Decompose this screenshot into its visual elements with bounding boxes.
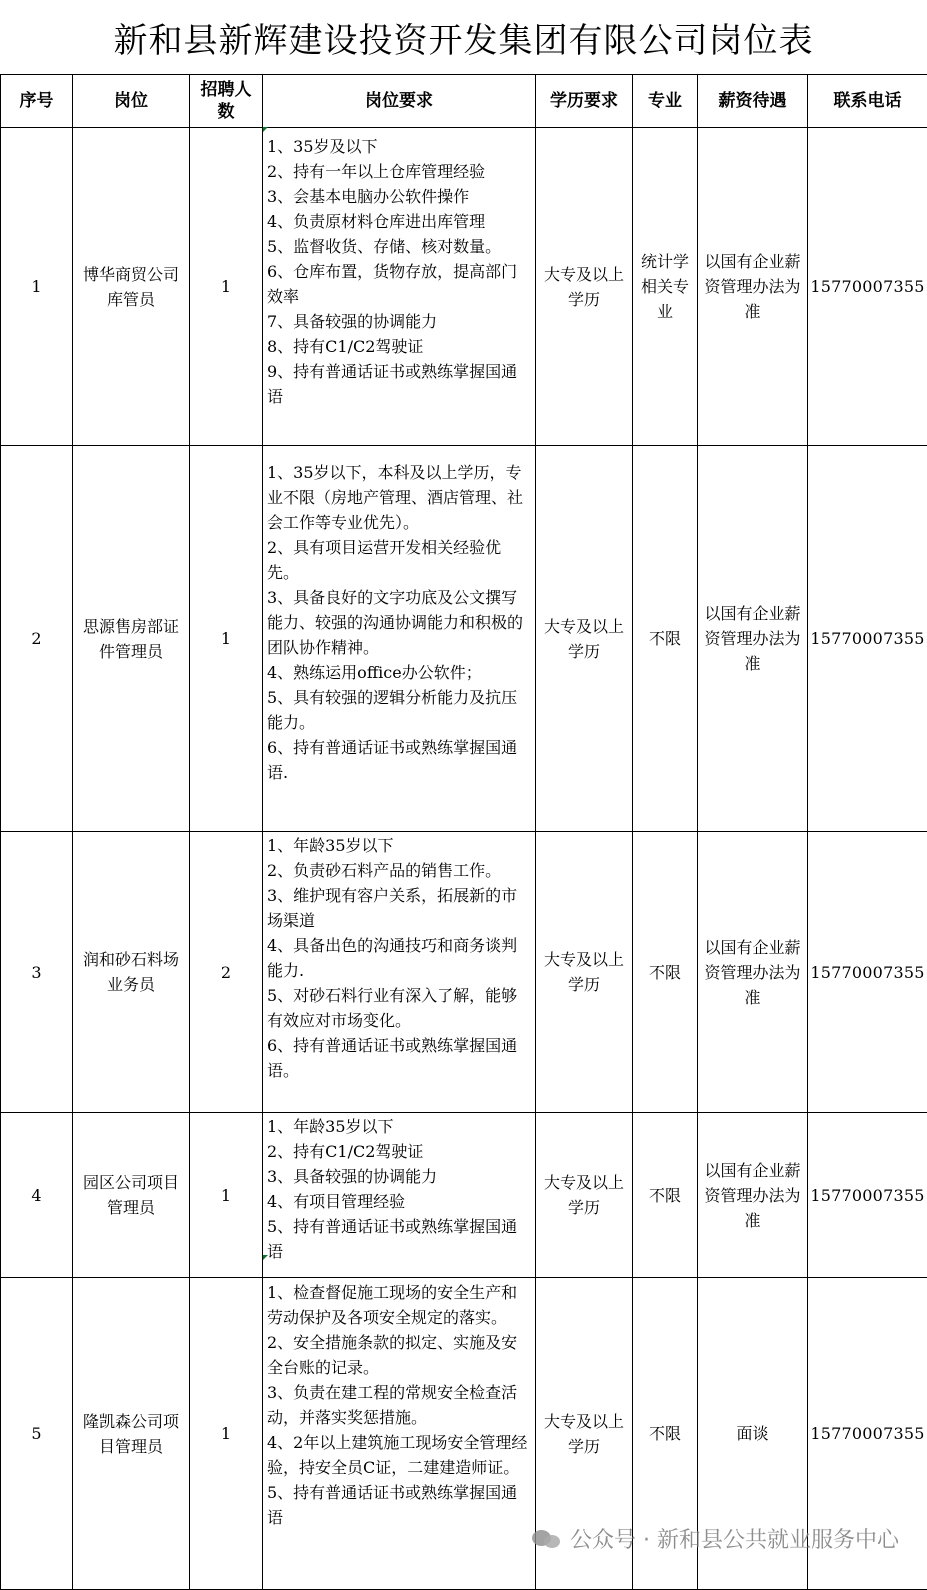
cell-count: 2 [190,832,263,1113]
requirement-line: 1、35岁及以下 [267,134,533,159]
requirement-line: 2、负责砂石料产品的销售工作。 [267,858,533,883]
cell-requirements [263,832,536,1113]
requirement-line: 4、有项目管理经验 [267,1189,533,1214]
requirement-line: 9、持有普通话证书或熟练掌握国通语 [267,359,533,409]
requirement-line: 2、具有项目运营开发相关经验优先。 [267,535,533,585]
cell-seq: 1 [1,128,73,446]
cell-phone: 15770007355 [808,1278,927,1590]
cell-phone: 15770007355 [808,128,927,446]
requirement-line: 3、具备良好的文字功底及公文撰写能力、较强的沟通协调能力和积极的团队协作精神。 [267,585,533,660]
cell-position: 园区公司项目管理员 [73,1113,190,1278]
positions-table [0,74,927,1590]
requirement-line: 1、年龄35岁以下 [267,1114,533,1139]
cell-position: 思源售房部证件管理员 [73,446,190,832]
header-count-line2: 数 [218,102,235,122]
cell-comment-marker [263,127,268,132]
cell-position: 隆凯森公司项目管理员 [73,1278,190,1590]
table-row [1,1113,927,1278]
cell-requirements [263,1278,536,1590]
header-seq: 序号 [1,75,73,128]
cell-count: 1 [190,446,263,832]
cell-salary: 面谈 [698,1278,808,1590]
cell-seq: 2 [1,446,73,832]
cell-education: 大专及以上学历 [536,832,633,1113]
cell-count: 1 [190,1278,263,1590]
table-row [1,128,927,446]
table-row [1,832,927,1113]
requirement-line: 7、具备较强的协调能力 [267,309,533,334]
requirement-line: 3、负责在建工程的常规安全检查活动，并落实奖惩措施。 [267,1380,533,1430]
cell-requirements [263,446,536,832]
requirement-line: 6、持有普通话证书或熟练掌握国通语。 [267,1033,533,1083]
cell-salary: 以国有企业薪资管理办法为准 [698,832,808,1113]
cell-major: 不限 [633,832,698,1113]
cell-phone: 15770007355 [808,832,927,1113]
cell-requirements [263,1113,536,1278]
requirement-line: 3、维护现有容户关系，拓展新的市场渠道 [267,883,533,933]
requirement-line: 5、具有较强的逻辑分析能力及抗压能力。 [267,685,533,735]
cell-phone: 15770007355 [808,1113,927,1278]
cell-salary: 以国有企业薪资管理办法为准 [698,446,808,832]
cell-requirements [263,128,536,446]
cell-position: 博华商贸公司库管员 [73,128,190,446]
requirement-line: 2、安全措施条款的拟定、实施及安全台账的记录。 [267,1330,533,1380]
header-major: 专业 [633,75,698,128]
requirement-line: 2、持有一年以上仓库管理经验 [267,159,533,184]
cell-count: 1 [190,128,263,446]
watermark-text: 公众号 · 新和县公共就业服务中心 [570,1523,899,1554]
cell-salary: 以国有企业薪资管理办法为准 [698,128,808,446]
cell-education: 大专及以上学历 [536,128,633,446]
cell-major: 不限 [633,1113,698,1278]
header-count [190,75,263,128]
requirement-line: 8、持有C1/C2驾驶证 [267,334,533,359]
requirement-line: 5、监督收货、存储、核对数量。 [267,234,533,259]
cell-major: 不限 [633,446,698,832]
cell-education: 大专及以上学历 [536,446,633,832]
header-position: 岗位 [73,75,190,128]
requirement-line: 6、仓库布置，货物存放，提高部门效率 [267,259,533,309]
header-count-line1: 招聘人 [201,80,252,100]
cell-seq: 3 [1,832,73,1113]
requirement-line: 1、35岁以下，本科及以上学历，专业不限（房地产管理、酒店管理、社会工作等专业优先）。 [267,460,533,535]
wechat-icon [532,1528,562,1550]
cell-seq: 5 [1,1278,73,1590]
requirement-line: 4、具备出色的沟通技巧和商务谈判能力. [267,933,533,983]
header-salary: 薪资待遇 [698,75,808,128]
cell-comment-marker [263,1255,268,1260]
header-requirements: 岗位要求 [263,75,536,128]
cell-phone: 15770007355 [808,446,927,832]
requirement-line: 4、负责原材料仓库进出库管理 [267,209,533,234]
cell-salary: 以国有企业薪资管理办法为准 [698,1113,808,1278]
cell-major: 不限 [633,1278,698,1590]
requirement-line: 1、检查督促施工现场的安全生产和劳动保护及各项安全规定的落实。 [267,1280,533,1330]
requirement-line: 5、对砂石料行业有深入了解，能够有效应对市场变化。 [267,983,533,1033]
requirement-line: 6、持有普通话证书或熟练掌握国通语. [267,735,533,785]
requirement-line: 2、持有C1/C2驾驶证 [267,1139,533,1164]
requirement-line: 5、持有普通话证书或熟练掌握国通语 [267,1214,533,1264]
header-phone: 联系电话 [808,75,927,128]
cell-count: 1 [190,1113,263,1278]
cell-education: 大专及以上学历 [536,1113,633,1278]
requirement-line: 3、会基本电脑办公软件操作 [267,184,533,209]
cell-education: 大专及以上学历 [536,1278,633,1590]
requirement-line: 4、2年以上建筑施工现场安全管理经验，持安全员C证，二建建造师证。 [267,1430,533,1480]
requirement-line: 3、具备较强的协调能力 [267,1164,533,1189]
table-row [1,446,927,832]
header-education: 学历要求 [536,75,633,128]
requirement-line: 5、持有普通话证书或熟练掌握国通语 [267,1480,533,1530]
cell-major: 统计学相关专业 [633,128,698,446]
cell-position: 润和砂石料场业务员 [73,832,190,1113]
requirement-line: 1、年龄35岁以下 [267,833,533,858]
table-header-row [1,75,927,128]
requirement-line: 4、熟练运用office办公软件； [267,660,533,685]
page-title: 新和县新辉建设投资开发集团有限公司岗位表 [0,0,927,74]
watermark [532,1523,899,1554]
cell-seq: 4 [1,1113,73,1278]
